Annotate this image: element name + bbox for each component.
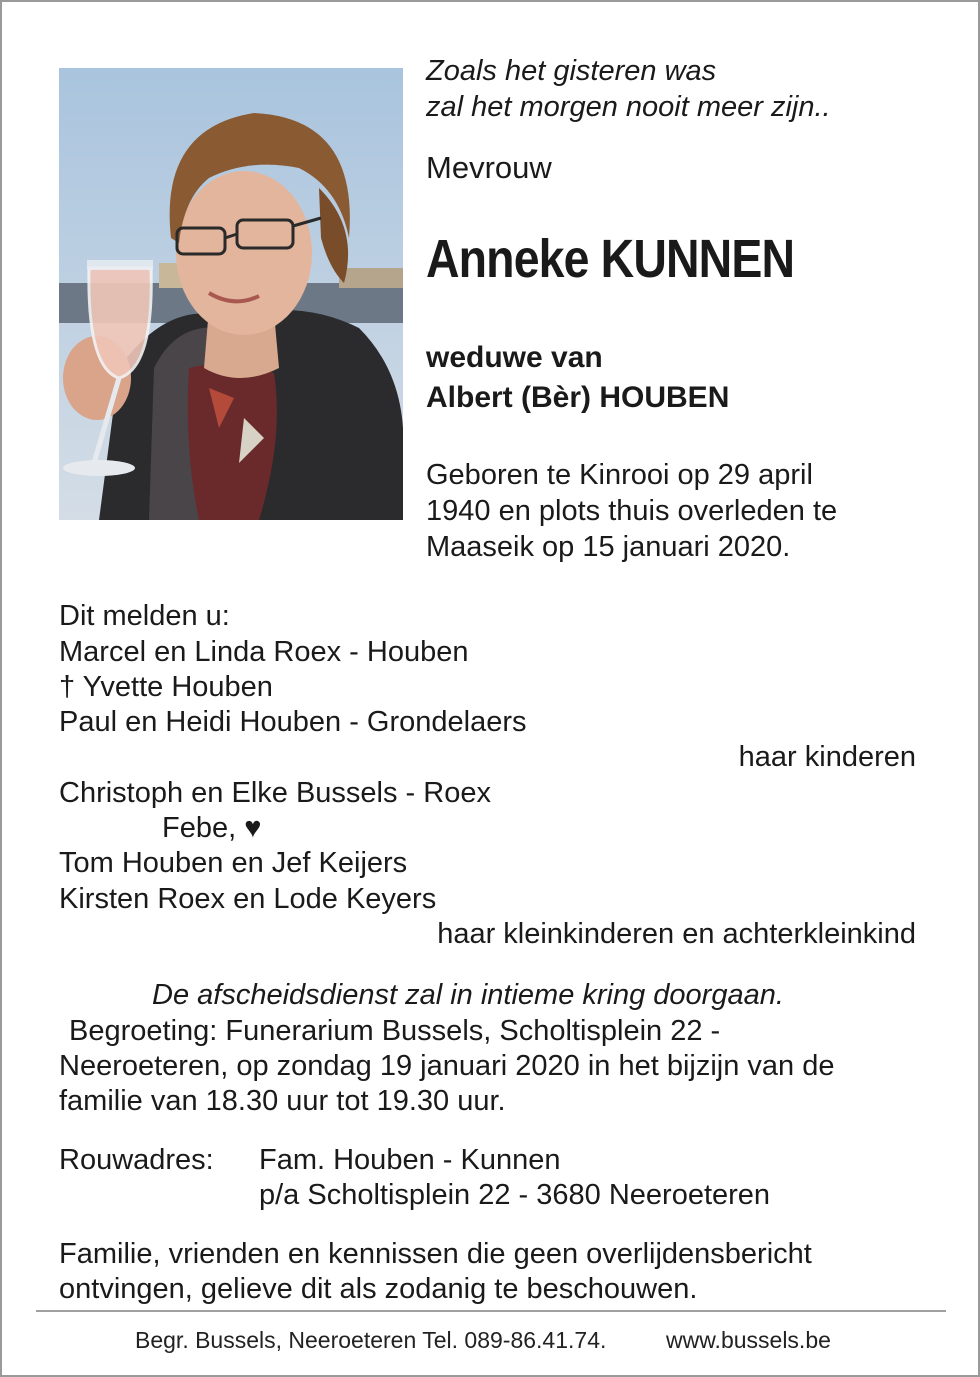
birth-line-2: 1940 en plots thuis overleden te <box>426 495 838 527</box>
grandchild-line: Christoph en Elke Bussels - Roex <box>59 777 491 809</box>
grandchildren-label: haar kleinkinderen en achterkleinkind <box>437 918 916 950</box>
closing-line-2: ontvingen, gelieve dit als zodanig te beschouwen. <box>59 1273 698 1305</box>
birth-line-1: Geboren te Kinrooi op 29 april <box>426 459 813 491</box>
announcers-intro: Dit melden u: <box>59 600 230 632</box>
grandchild-line: Kirsten Roex en Lode Keyers <box>59 883 437 915</box>
closing-line-1: Familie, vrienden en kennissen die geen overlijdensbericht <box>59 1238 812 1270</box>
children-label: haar kinderen <box>738 741 916 773</box>
portrait-photo <box>59 68 403 520</box>
great-grandchild-line: Febe, ♥ <box>162 812 262 844</box>
service-notice: De afscheidsdienst zal in intieme kring doorgaan. <box>152 979 784 1011</box>
spouse-intro: weduwe van <box>426 341 603 374</box>
address-line-1: Fam. Houben - Kunnen <box>259 1144 561 1176</box>
address-line-2: p/a Scholtisplein 22 - 3680 Neeroeteren <box>259 1179 771 1211</box>
undertaker-info: Begr. Bussels, Neeroeteren Tel. 089-86.41.74. <box>135 1327 607 1353</box>
service-line-3: familie van 18.30 uur tot 19.30 uur. <box>59 1085 506 1117</box>
child-line: † Yvette Houben <box>59 671 273 703</box>
birth-line-3: Maaseik op 15 januari 2020. <box>426 531 791 563</box>
spouse-name: Albert (Bèr) HOUBEN <box>426 381 730 414</box>
child-line: Marcel en Linda Roex - Houben <box>59 636 469 668</box>
service-line-2: Neeroeteren, op zondag 19 januari 2020 in het bijzijn van de <box>59 1050 835 1082</box>
salutation: Mevrouw <box>426 150 552 185</box>
footer-divider <box>36 1310 946 1312</box>
deceased-name: Anneke KUNNEN <box>426 229 795 289</box>
website-link[interactable]: www.bussels.be <box>666 1327 831 1353</box>
quote-line-2: zal het morgen nooit meer zijn.. <box>426 91 831 123</box>
service-line-1: Begroeting: Funerarium Bussels, Scholtisplein 22 - <box>69 1015 721 1047</box>
address-label: Rouwadres: <box>59 1144 214 1176</box>
child-line: Paul en Heidi Houben - Grondelaers <box>59 706 527 738</box>
quote-line-1: Zoals het gisteren was <box>426 55 717 87</box>
grandchild-line: Tom Houben en Jef Keijers <box>59 847 408 879</box>
